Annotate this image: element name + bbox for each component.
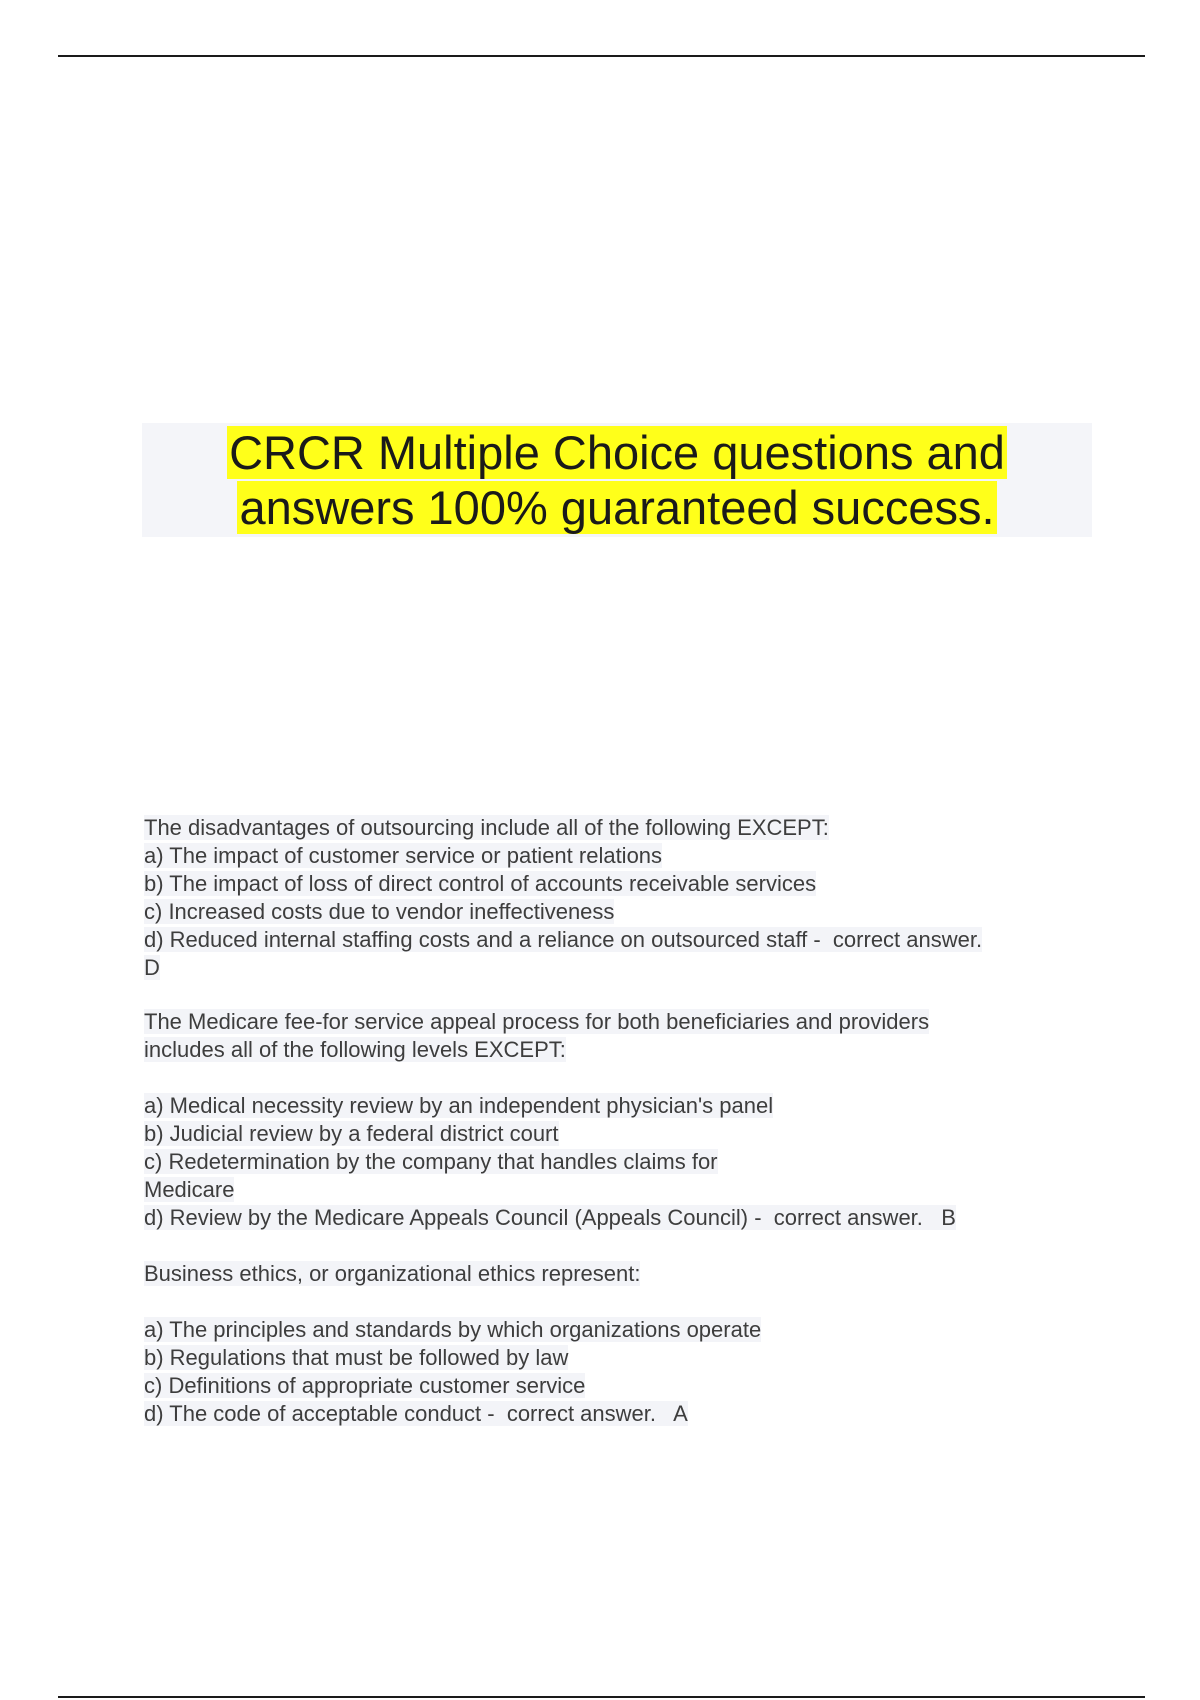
title-line-2: answers 100% guaranteed success.	[239, 481, 995, 534]
question-1-answer: D	[144, 955, 160, 980]
question-1-option-b: b) The impact of loss of direct control of accounts receivable services	[144, 871, 817, 896]
question-1-option-c: c) Increased costs due to vendor ineffectiveness	[144, 899, 615, 924]
question-2-option-c: c) Redetermination by the company that handles claims for	[144, 1149, 718, 1174]
question-3-option-a: a) The principles and standards by which organizations operate	[144, 1317, 762, 1342]
title-line-1: CRCR Multiple Choice questions and	[229, 426, 1005, 479]
question-1-prompt: The disadvantages of outsourcing include all of the following EXCEPT:	[144, 815, 829, 840]
question-2-option-b: b) Judicial review by a federal district court	[144, 1121, 559, 1146]
question-3-option-c: c) Definitions of appropriate customer service	[144, 1373, 586, 1398]
header-rule	[58, 55, 1145, 57]
question-2	[144, 1008, 1074, 1232]
question-3	[144, 1260, 1074, 1428]
question-2-option-a: a) Medical necessity review by an independent physician's panel	[144, 1093, 774, 1118]
question-3-prompt: Business ethics, or organizational ethics represent:	[144, 1261, 641, 1286]
question-3-option-b: b) Regulations that must be followed by law	[144, 1345, 569, 1370]
question-2-prompt: The Medicare fee-for service appeal process for both beneficiaries and providers	[144, 1009, 930, 1034]
question-2-option-d: d) Review by the Medicare Appeals Council (Appeals Council) - correct answer. B	[144, 1205, 956, 1230]
question-3-option-d: d) The code of acceptable conduct - correct answer. A	[144, 1401, 688, 1426]
question-2-option-c-cont: Medicare	[144, 1177, 235, 1202]
title-block	[142, 423, 1092, 537]
question-1-option-a: a) The impact of customer service or patient relations	[144, 843, 663, 868]
document-title	[227, 425, 1007, 535]
question-1	[144, 814, 1074, 982]
question-2-prompt-cont: includes all of the following levels EXCEPT:	[144, 1037, 566, 1062]
footer-rule	[58, 1696, 1145, 1698]
question-1-option-d: d) Reduced internal staffing costs and a reliance on outsourced staff - correct answer.	[144, 927, 983, 952]
